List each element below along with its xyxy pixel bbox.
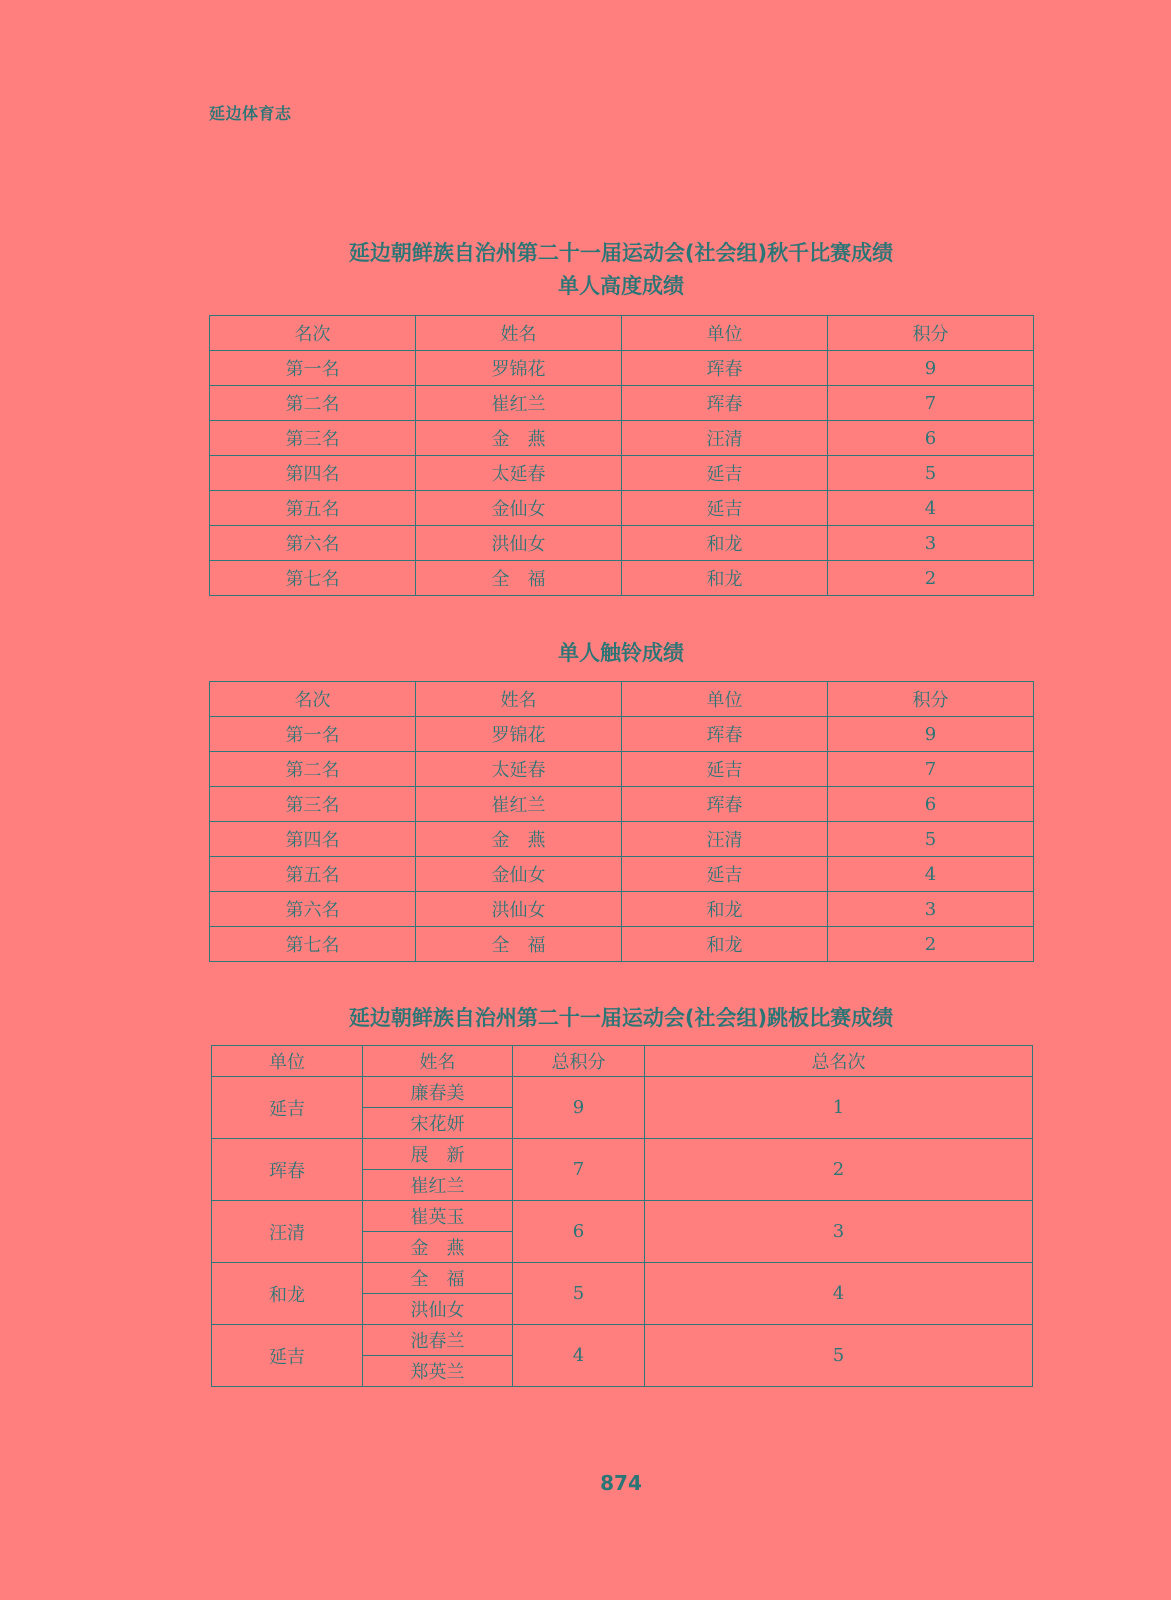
rank-cell: 第七名: [210, 927, 416, 962]
name-cell: 崔红兰: [416, 787, 622, 822]
column-header: 积分: [828, 316, 1034, 351]
table-row: [212, 1325, 1033, 1356]
score-cell: 6: [828, 787, 1034, 822]
unit-cell: 珲春: [622, 351, 828, 386]
unit-cell: 和龙: [622, 892, 828, 927]
rank-cell: 第一名: [210, 717, 416, 752]
score-cell: 5: [828, 456, 1034, 491]
name-cell: 全 福: [416, 927, 622, 962]
rank-cell: 第六名: [210, 892, 416, 927]
name-cell: 池春兰: [363, 1325, 513, 1356]
name-cell: 全 福: [363, 1263, 513, 1294]
unit-cell: 汪清: [212, 1201, 363, 1263]
unit-cell: 汪清: [622, 822, 828, 857]
score-cell: 9: [828, 717, 1034, 752]
unit-cell: 延吉: [212, 1325, 363, 1387]
score-cell: 2: [828, 561, 1034, 596]
name-cell: 洪仙女: [416, 892, 622, 927]
rank-cell: 5: [645, 1325, 1033, 1387]
table-row: [210, 752, 1034, 787]
name-cell: 全 福: [416, 561, 622, 596]
score-cell: 2: [828, 927, 1034, 962]
score-cell: 7: [828, 386, 1034, 421]
table-row: [210, 787, 1034, 822]
page-number: 874: [600, 1471, 642, 1495]
seesaw-title: 延边朝鲜族自治州第二十一届运动会(社会组)跳板比赛成绩: [348, 1006, 894, 1030]
table-header-row: [210, 316, 1034, 351]
name-cell: 金 燕: [416, 421, 622, 456]
name-cell: 金 燕: [363, 1232, 513, 1263]
score-cell: 6: [828, 421, 1034, 456]
rank-cell: 第三名: [210, 787, 416, 822]
score-cell: 6: [513, 1201, 645, 1263]
name-cell: 崔英玉: [363, 1201, 513, 1232]
table-row: [212, 1139, 1033, 1170]
name-cell: 太延春: [416, 456, 622, 491]
table-row: [210, 927, 1034, 962]
table-row: [210, 421, 1034, 456]
score-cell: 5: [513, 1263, 645, 1325]
column-header: 单位: [212, 1046, 363, 1077]
unit-cell: 和龙: [622, 526, 828, 561]
unit-cell: 延吉: [622, 456, 828, 491]
column-header: 积分: [828, 682, 1034, 717]
unit-cell: 和龙: [212, 1263, 363, 1325]
unit-cell: 和龙: [622, 561, 828, 596]
name-cell: 展 新: [363, 1139, 513, 1170]
unit-cell: 珲春: [622, 386, 828, 421]
bell-results-table: [209, 681, 1034, 962]
table-header-row: [212, 1046, 1033, 1077]
column-header: 姓名: [363, 1046, 513, 1077]
name-cell: 洪仙女: [363, 1294, 513, 1325]
name-cell: 金仙女: [416, 491, 622, 526]
name-cell: 郑英兰: [363, 1356, 513, 1387]
rank-cell: 第五名: [210, 857, 416, 892]
column-header: 总积分: [513, 1046, 645, 1077]
table-row: [210, 491, 1034, 526]
table-row: [212, 1201, 1033, 1232]
score-cell: 4: [828, 857, 1034, 892]
score-cell: 9: [828, 351, 1034, 386]
name-cell: 廉春美: [363, 1077, 513, 1108]
rank-cell: 第四名: [210, 822, 416, 857]
name-cell: 宋花妍: [363, 1108, 513, 1139]
score-cell: 3: [828, 526, 1034, 561]
rank-cell: 1: [645, 1077, 1033, 1139]
rank-cell: 第五名: [210, 491, 416, 526]
rank-cell: 第二名: [210, 752, 416, 787]
unit-cell: 汪清: [622, 421, 828, 456]
name-cell: 崔红兰: [416, 386, 622, 421]
score-cell: 5: [828, 822, 1034, 857]
name-cell: 太延春: [416, 752, 622, 787]
table-header-row: [210, 682, 1034, 717]
table-row: [210, 351, 1034, 386]
unit-cell: 珲春: [622, 717, 828, 752]
column-header: 名次: [210, 682, 416, 717]
table-row: [210, 561, 1034, 596]
unit-cell: 珲春: [622, 787, 828, 822]
table-row: [210, 526, 1034, 561]
unit-cell: 和龙: [622, 927, 828, 962]
score-cell: 4: [513, 1325, 645, 1387]
score-cell: 9: [513, 1077, 645, 1139]
table-row: [212, 1263, 1033, 1294]
swing-title: 延边朝鲜族自治州第二十一届运动会(社会组)秋千比赛成绩: [348, 241, 894, 265]
height-results-table: [209, 315, 1034, 596]
rank-cell: 4: [645, 1263, 1033, 1325]
seesaw-results-table: [211, 1045, 1033, 1387]
table-row: [210, 456, 1034, 491]
column-header: 姓名: [416, 316, 622, 351]
rank-cell: 2: [645, 1139, 1033, 1201]
table-row: [212, 1077, 1033, 1108]
unit-cell: 延吉: [622, 857, 828, 892]
score-cell: 7: [513, 1139, 645, 1201]
score-cell: 7: [828, 752, 1034, 787]
column-header: 名次: [210, 316, 416, 351]
table-row: [210, 822, 1034, 857]
table-row: [210, 892, 1034, 927]
column-header: 单位: [622, 316, 828, 351]
column-header: 单位: [622, 682, 828, 717]
rank-cell: 第六名: [210, 526, 416, 561]
height-subtitle: 单人高度成绩: [558, 274, 684, 298]
table-row: [210, 857, 1034, 892]
score-cell: 3: [828, 892, 1034, 927]
score-cell: 4: [828, 491, 1034, 526]
unit-cell: 延吉: [622, 752, 828, 787]
table-row: [210, 386, 1034, 421]
rank-cell: 第三名: [210, 421, 416, 456]
name-cell: 洪仙女: [416, 526, 622, 561]
table-row: [210, 717, 1034, 752]
unit-cell: 延吉: [622, 491, 828, 526]
name-cell: 罗锦花: [416, 717, 622, 752]
unit-cell: 延吉: [212, 1077, 363, 1139]
column-header: 总名次: [645, 1046, 1033, 1077]
column-header: 姓名: [416, 682, 622, 717]
name-cell: 金 燕: [416, 822, 622, 857]
running-header: 延边体育志: [209, 104, 292, 123]
name-cell: 金仙女: [416, 857, 622, 892]
bell-subtitle: 单人触铃成绩: [558, 641, 684, 665]
name-cell: 崔红兰: [363, 1170, 513, 1201]
name-cell: 罗锦花: [416, 351, 622, 386]
rank-cell: 3: [645, 1201, 1033, 1263]
rank-cell: 第七名: [210, 561, 416, 596]
unit-cell: 珲春: [212, 1139, 363, 1201]
rank-cell: 第一名: [210, 351, 416, 386]
rank-cell: 第四名: [210, 456, 416, 491]
rank-cell: 第二名: [210, 386, 416, 421]
